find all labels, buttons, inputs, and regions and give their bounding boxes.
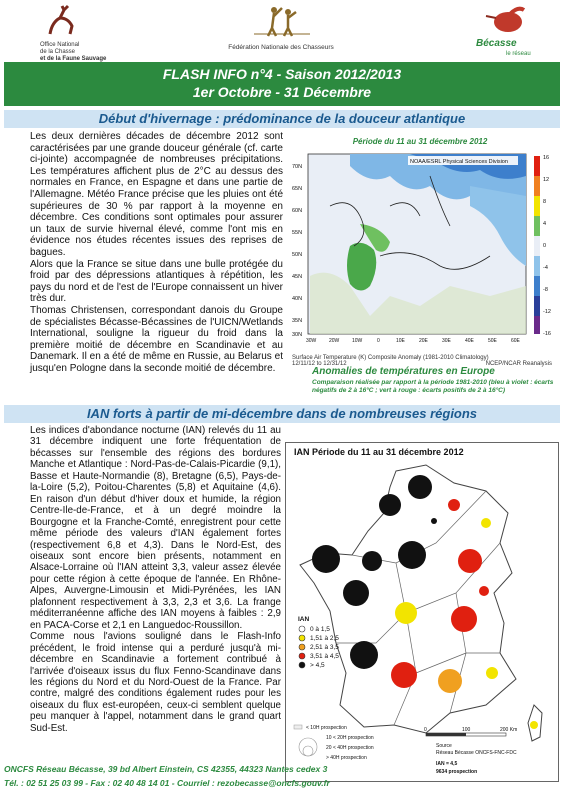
scale-tick: 12 (543, 177, 550, 183)
hours-total: 9634 prospection (436, 769, 478, 775)
legend-item: 2,51 à 3,5 (310, 644, 339, 651)
lon-label: 50E (488, 338, 497, 344)
becasse-logo-title: Bécasse (476, 38, 517, 49)
section2-paragraph: Les indices d'abondance nocturne (IAN) relevés du 11 au 31 décembre indiquent une forte fréquentation de bécasses sur l'ensemble des régions des bordures Manche et Atlantique : Nord-Pas-de-Calais-Picardie (9,1), Basse et Haute-Normandie (8), Bretagne (6,5), Pays-de-la-Loire (5,2), Poitou-Charentes (5,8) et Aquitaine (4,6). En raison d'un début d'hiver doux et humide, la région Centre-Ile-de-France, et à un degré moindre la Bourgogne et la Franche-Comté, enregistrent pour cette même période des valeurs d'IAN également fortes (respectivement 6,8 et 4,3). Dans le Nord-Est, des oiseaux sont encore bien présents, notamment en Alsace-Lorraine où l'IAN atteint 3,3, valeur assez élevée pour cette région à cette époque de l'année. En Rhône-Alpes, Auvergne-Limousin et Midi-Pyrénées, les IAN plafonnent respectivement à 3,3, 2,3 et 3,6. La frange méditerranéenne affiche des IAN moyens à faibles : 2,9 en PACA-Corse et 2,1 en Languedoc-Roussillon. (30, 425, 281, 631)
lon-label: 20W (329, 338, 340, 344)
lat-label: 70N (292, 164, 303, 170)
ian-bubble (395, 602, 417, 624)
header-logos (0, 0, 564, 62)
ian-bubble (343, 580, 369, 606)
anomaly-note: Comparaison réalisée par rapport à la période 1981-2010 (bleu à violet : écarts négatifs de 2 à 16°C ; vert à rouge : écarts positifs de 2 à 16°C) (312, 379, 554, 394)
scale-tick: 8 (543, 199, 547, 205)
source-text: Réseau Bécasse ONCFS-FNC-FDC (436, 750, 517, 756)
lat-label: 45N (292, 274, 303, 280)
scale-tick: 0 (543, 243, 547, 249)
ian-bubble (398, 541, 426, 569)
map-header: NOAA/ESRL Physical Sciences Division (410, 159, 508, 165)
woodcock-icon (484, 4, 528, 38)
scale-label: 100 (462, 727, 471, 733)
oncfs-logo (36, 4, 116, 60)
ian-bubble (451, 606, 477, 632)
section1-text (30, 131, 283, 374)
ian-bubble (448, 499, 460, 511)
legend-item: 0 à 1,5 (310, 626, 330, 633)
color-scale (534, 155, 551, 337)
ian-bubble (362, 551, 382, 571)
scale-tick: -8 (543, 287, 548, 293)
map-caption-line: 12/11/12 to 12/31/12 (292, 361, 347, 367)
oncfs-logo-line3: et de la Faune Sauvage (40, 56, 107, 62)
ian-bubble (486, 667, 498, 679)
scale-label: 0 (424, 727, 427, 733)
ian-total: IAN = 4,5 (436, 761, 458, 767)
footer-contact: Tél. : 02 51 25 03 99 - Fax : 02 40 48 14 01 - Courriel : rezobecasse@oncfs.gouv.fr (4, 778, 330, 788)
ian-bubble (530, 721, 538, 729)
ian-bubble (438, 669, 462, 693)
becasse-logo (466, 4, 546, 60)
legend-item: > 4,5 (310, 662, 325, 669)
lat-label: 35N (292, 318, 303, 324)
prospection-item: 10 < 20H prospection (326, 735, 374, 741)
hunters-icon (252, 4, 312, 38)
deer-icon (42, 4, 82, 40)
europe-temperature-map (290, 146, 556, 356)
ian-bubble (481, 518, 491, 528)
lat-label: 60N (292, 208, 303, 214)
europe-map-period: Période du 11 au 31 décembre 2012 (352, 137, 488, 146)
section1-title: Début d'hivernage : prédominance de la douceur atlantique (4, 110, 560, 128)
anomaly-title: Anomalies de températures en Europe (312, 366, 495, 377)
lat-label: 50N (292, 252, 303, 258)
scale-label: 200 Km (500, 727, 518, 733)
lat-label: 40N (292, 296, 303, 302)
lon-label: 30W (306, 338, 317, 344)
legend-item: 3,51 à 4,5 (310, 653, 339, 660)
source-label: Source (436, 743, 452, 749)
ian-bubble (408, 475, 432, 499)
ian-bubble (312, 545, 340, 573)
map-caption-line: Surface Air Temperature (K) Composite Anomaly (1981-2010 Climatology) (292, 355, 489, 361)
ian-bubble (391, 662, 417, 688)
scale-tick: -16 (543, 331, 551, 337)
ian-bubble (379, 494, 401, 516)
lon-label: 20E (419, 338, 428, 344)
section1-paragraph: Thomas Christensen, correspondant danois du Groupe de spécialistes Bécasse-Bécassines de l'UICN/Wetlands International, souligne la rigueur du froid dans la première moitié de décembre en Scandinavie et au Danemark. Il en a été de même en Russie, au Belarus et jusqu'en Pologne dans la seconde moitié de décembre. (30, 304, 283, 374)
ian-bubble (431, 518, 437, 524)
ian-bubble (458, 549, 482, 573)
prospection-item: < 10H prospection (306, 725, 347, 731)
prospection-item: > 40H prospection (326, 755, 367, 761)
scale-tick: -12 (543, 309, 551, 315)
lon-label: 10W (352, 338, 363, 344)
distance-scale (424, 727, 517, 736)
footer-address: ONCFS Réseau Bécasse, 39 bd Albert Einstein, CS 42355, 44323 Nantes cedex 3 (4, 764, 328, 774)
section2-text (30, 425, 281, 734)
banner-dates: 1er Octobre - 31 Décembre (192, 84, 372, 100)
fnc-logo-text: Fédération Nationale des Chasseurs (228, 44, 334, 51)
scale-tick: -4 (543, 265, 548, 271)
ian-map-title: IAN Période du 11 au 31 décembre 2012 (294, 447, 464, 457)
section2-paragraph: Comme nous l'avions souligné dans le Flash-Info précédent, le froid intense qui a perduré jusqu'à mi-décembre en Scandinavie a fortement contribué à l'arrivée d'oiseaux issus du flux Fenno-Scandinave dans les régions du Nord et du Nord-Ouest de la France. Par contre, malgré des conditions également rudes pour les oiseaux du flux est-européen, ceux-ci semblent quelque peu manquer à l'appel, notamment dans le grand quart Sud-Est. (30, 631, 281, 734)
oncfs-logo-line2: de la Chasse (40, 49, 76, 55)
lon-label: 10E (396, 338, 405, 344)
ian-bubble (350, 641, 378, 669)
legend-title: IAN (298, 616, 310, 623)
banner-title: FLASH INFO n°4 - Saison 2012/2013 (162, 66, 402, 82)
scale-tick: 4 (543, 221, 547, 227)
section2-title: IAN forts à partir de mi-décembre dans de nombreuses régions (4, 405, 560, 423)
lon-label: 0 (377, 338, 380, 344)
lat-label: 30N (292, 332, 303, 338)
scale-tick: 16 (543, 155, 550, 161)
flash-info-banner (4, 62, 560, 106)
section1-paragraph: Alors que la France se situe dans une bulle protégée du froid par des dépressions atlantiques à répétition, les pays du nord et de l'est de l'Europe connaissent un hiver très dur. (30, 258, 283, 305)
legend-item: 1,51 à 2,5 (310, 635, 339, 642)
becasse-logo-sub: le réseau (506, 51, 531, 57)
fnc-logo (216, 4, 346, 56)
map-caption-line: NCEP/NCAR Reanalysis (485, 361, 552, 367)
ian-bubble (479, 586, 489, 596)
lon-label: 40E (465, 338, 474, 344)
lon-label: 30E (442, 338, 451, 344)
lon-label: 60E (511, 338, 520, 344)
lat-label: 65N (292, 186, 303, 192)
france-ian-map (285, 442, 559, 782)
prospection-item: 20 < 40H prospection (326, 745, 374, 751)
oncfs-logo-line1: Office National (40, 42, 80, 48)
section1-paragraph: Les deux dernières décades de décembre 2012 sont caractérisées par une grande douceur générale (cf. carte ci-jointe) accompagnée de nombreuses précipitations. Les températures affichent plus de 2°C au dessus des normales en France, en Espagne et dans une partie de l'Allemagne. Météo France précise que les pluies ont été supérieures de 30 % par rapport à la moyenne en décembre. Ces conditions sont optimales pour assurer un taux de survie hivernal élevé, comme l'ont mis en évidence nos études récentes issues des reprises de bagues. (30, 131, 283, 258)
lat-label: 55N (292, 230, 303, 236)
